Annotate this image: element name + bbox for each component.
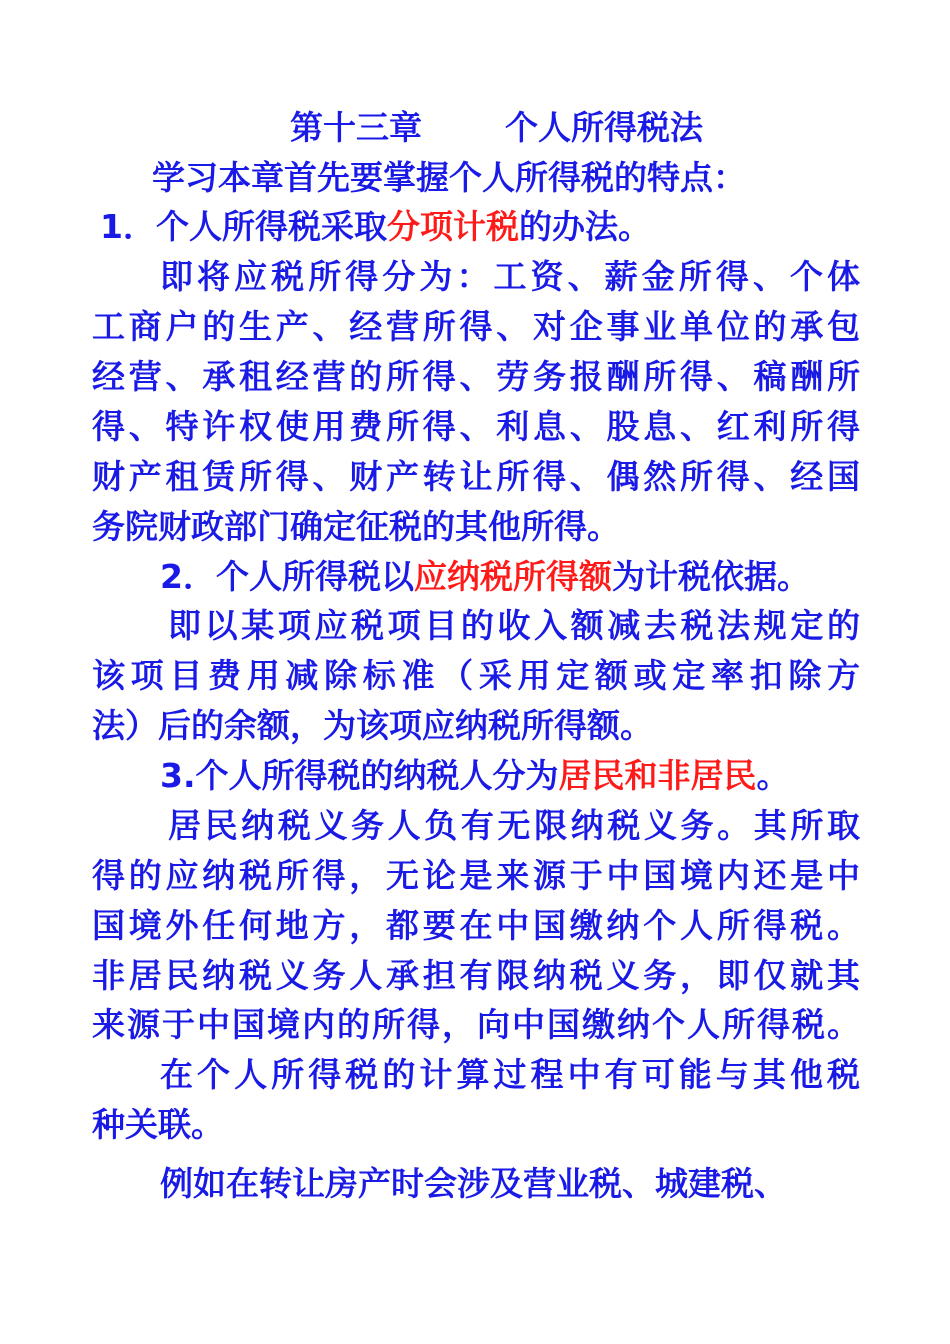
chapter-number: 第十三章 [290, 108, 422, 147]
body-line: 居民纳税义务人负有无限纳税义务。其所取 [168, 806, 860, 845]
point-3-suffix: 。 [756, 756, 790, 795]
body-line: 财产租赁所得、财产转让所得、偶然所得、经国 [92, 457, 860, 496]
body-line: 即将应税所得分为：工资、薪金所得、个体 [160, 257, 860, 296]
body-line: 来源于中国境内的所得，向中国缴纳个人所得税。 [92, 1005, 860, 1044]
body-line: 务院财政部门确定征税的其他所得。 [92, 507, 620, 546]
body-line: 法）后的余额，为该项应纳税所得额。 [92, 706, 653, 745]
point-1-suffix: 的办法。 [518, 207, 651, 246]
point-2-suffix: 为计税依据。 [611, 557, 810, 596]
body-line: 非居民纳税义务人承担有限纳税义务，即仅就其 [92, 956, 860, 995]
body-line: 即以某项应税项目的收入额减去税法规定的 [168, 606, 860, 645]
body-line: 例如在转让房产时会涉及营业税、城建税、 [160, 1164, 787, 1203]
point-3-heading [160, 751, 860, 801]
point-1-highlight: 分项计税 [386, 207, 519, 246]
body-line: 经营、承租经营的所得、劳务报酬所得、稿酬所 [92, 357, 860, 396]
body-line: 在个人所得税的计算过程中有可能与其他税 [160, 1055, 860, 1094]
chapter-name: 个人所得税法 [505, 108, 703, 147]
body-line: 工商户的生产、经营所得、对企事业单位的承包 [92, 307, 860, 346]
intro-line: 学习本章首先要掌握个人所得税的特点： [152, 158, 746, 197]
point-3-prefix: 3.个人所得税的纳税人分为 [160, 756, 559, 795]
body-line: 得的应纳税所得，无论是来源于中国境内还是中 [92, 856, 860, 895]
point-2-prefix: 2．个人所得税以 [160, 557, 414, 596]
point-2-heading [160, 552, 860, 602]
body-line: 种关联。 [92, 1105, 224, 1144]
chapter-title [0, 103, 950, 153]
body-line: 得、特许权使用费所得、利息、股息、红利所得 [92, 407, 860, 446]
point-1-heading [100, 202, 868, 252]
point-1-prefix: 1．个人所得税采取 [100, 207, 387, 246]
point-2-highlight: 应纳税所得额 [413, 557, 612, 596]
body-line: 该项目费用减除标准（采用定额或定率扣除方 [92, 656, 860, 695]
body-line: 国境外任何地方，都要在中国缴纳个人所得税。 [92, 906, 860, 945]
point-3-highlight: 居民和非居民 [558, 756, 757, 795]
